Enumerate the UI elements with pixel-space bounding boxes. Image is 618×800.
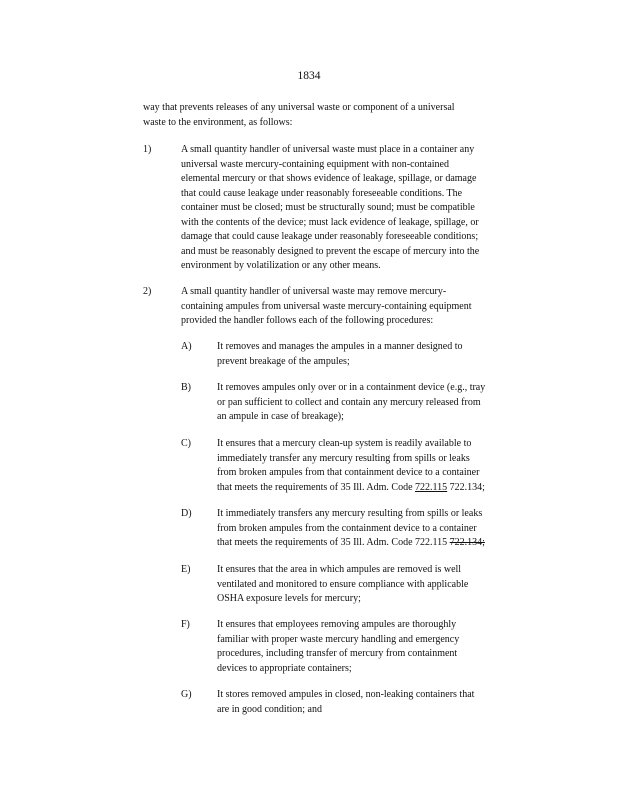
item-label: 2) bbox=[143, 286, 152, 297]
text-line: A small quantity handler of universal waste may remove mercury- bbox=[181, 286, 447, 297]
text-line: procedures, including transfer of mercury from containment bbox=[217, 648, 458, 659]
text-line: that could cause leakage under reasonably foreseeable conditions. The bbox=[181, 187, 463, 199]
item-paragraph bbox=[181, 143, 479, 274]
text-line: It ensures that the area in which ampules are removed is well bbox=[217, 564, 462, 575]
text-run: 722.134; bbox=[447, 481, 485, 493]
text-line: with the contents of the device; must lack evidence of leakage, spillage, or bbox=[181, 216, 479, 228]
text-line bbox=[217, 536, 485, 551]
text-line: It stores removed ampules in closed, non-leaking containers that bbox=[217, 689, 475, 700]
subitem-paragraph bbox=[217, 618, 459, 676]
text-line: container must be closed; must be structurally sound; must be compatible bbox=[181, 202, 475, 213]
item-label: 1) bbox=[143, 144, 152, 155]
text-line: It ensures that employees removing ampules are thoroughly bbox=[217, 619, 457, 630]
text-line: from broken ampules from the containment device to a container bbox=[217, 522, 477, 534]
text-line: way that prevents releases of any universal waste or component of a universal bbox=[143, 102, 455, 113]
text-line: It removes ampules only over or in a containment device (e.g., tray bbox=[217, 382, 486, 393]
text-line: It removes and manages the ampules in a manner designed to bbox=[217, 341, 463, 352]
text-run: that meets the requirements of 35 Ill. Adm. Code 722.115 bbox=[217, 537, 450, 548]
text-line: immediately transfer any mercury resulting from spills or leaks bbox=[217, 452, 470, 464]
subitem-label: G) bbox=[181, 689, 192, 700]
subitem-label: D) bbox=[181, 508, 192, 519]
text-line: from broken ampules from that containment device to a container bbox=[217, 467, 480, 478]
intro-paragraph bbox=[143, 101, 455, 130]
text-line: an ampule in case of breakage); bbox=[217, 411, 344, 422]
text-line: devices to appropriate containers; bbox=[217, 662, 352, 674]
text-line: familiar with proper waste mercury handling and emergency bbox=[217, 633, 460, 645]
inserted-text: 722.115 bbox=[415, 481, 448, 493]
text-line: prevent breakage of the ampules; bbox=[217, 355, 350, 367]
subitem-paragraph bbox=[217, 507, 485, 551]
subitem-paragraph bbox=[217, 563, 468, 607]
deleted-text: 722.134; bbox=[449, 537, 485, 548]
text-line: It immediately transfers any mercury resulting from spills or leaks bbox=[217, 508, 483, 519]
item-paragraph bbox=[181, 285, 471, 329]
text-line: universal waste mercury-containing equipment with non-contained bbox=[181, 158, 449, 170]
subitem-paragraph bbox=[217, 340, 462, 369]
text-line: OSHA exposure levels for mercury; bbox=[217, 593, 361, 604]
subitem-paragraph bbox=[217, 381, 485, 425]
subitem-label: F) bbox=[181, 619, 190, 630]
text-line: are in good condition; and bbox=[217, 703, 322, 715]
page-number: 1834 bbox=[297, 70, 321, 82]
text-line: ventilated and monitored to ensure compliance with applicable bbox=[217, 578, 469, 590]
text-line: provided the handler follows each of the following procedures: bbox=[181, 315, 434, 326]
subitem-label: E) bbox=[181, 564, 191, 575]
text-line: elemental mercury or that shows evidence of leakage, spillage, or damage bbox=[181, 173, 477, 184]
subitem-label: A) bbox=[181, 341, 192, 352]
text-line: It ensures that a mercury clean-up system is readily available to bbox=[217, 438, 472, 449]
text-run: that meets the requirements of 35 Ill. Adm. Code bbox=[217, 481, 416, 493]
text-line: damage that could cause leakage under reasonably foreseeable conditions; bbox=[181, 231, 479, 242]
text-line: environment by volatilization or any other means. bbox=[181, 260, 381, 271]
text-line: waste to the environment, as follows: bbox=[143, 116, 293, 128]
subitem-label: C) bbox=[181, 438, 191, 449]
text-line bbox=[217, 481, 485, 496]
text-line: and must be reasonably designed to prevent the escape of mercury into the bbox=[181, 245, 480, 257]
text-line: or pan sufficient to collect and contain any mercury released from bbox=[217, 396, 481, 408]
text-line: containing ampules from universal waste mercury-containing equipment bbox=[181, 300, 472, 312]
text-line: A small quantity handler of universal waste must place in a container any bbox=[181, 144, 475, 155]
subitem-label: B) bbox=[181, 382, 191, 393]
subitem-paragraph bbox=[217, 688, 474, 717]
subitem-paragraph bbox=[217, 437, 485, 495]
